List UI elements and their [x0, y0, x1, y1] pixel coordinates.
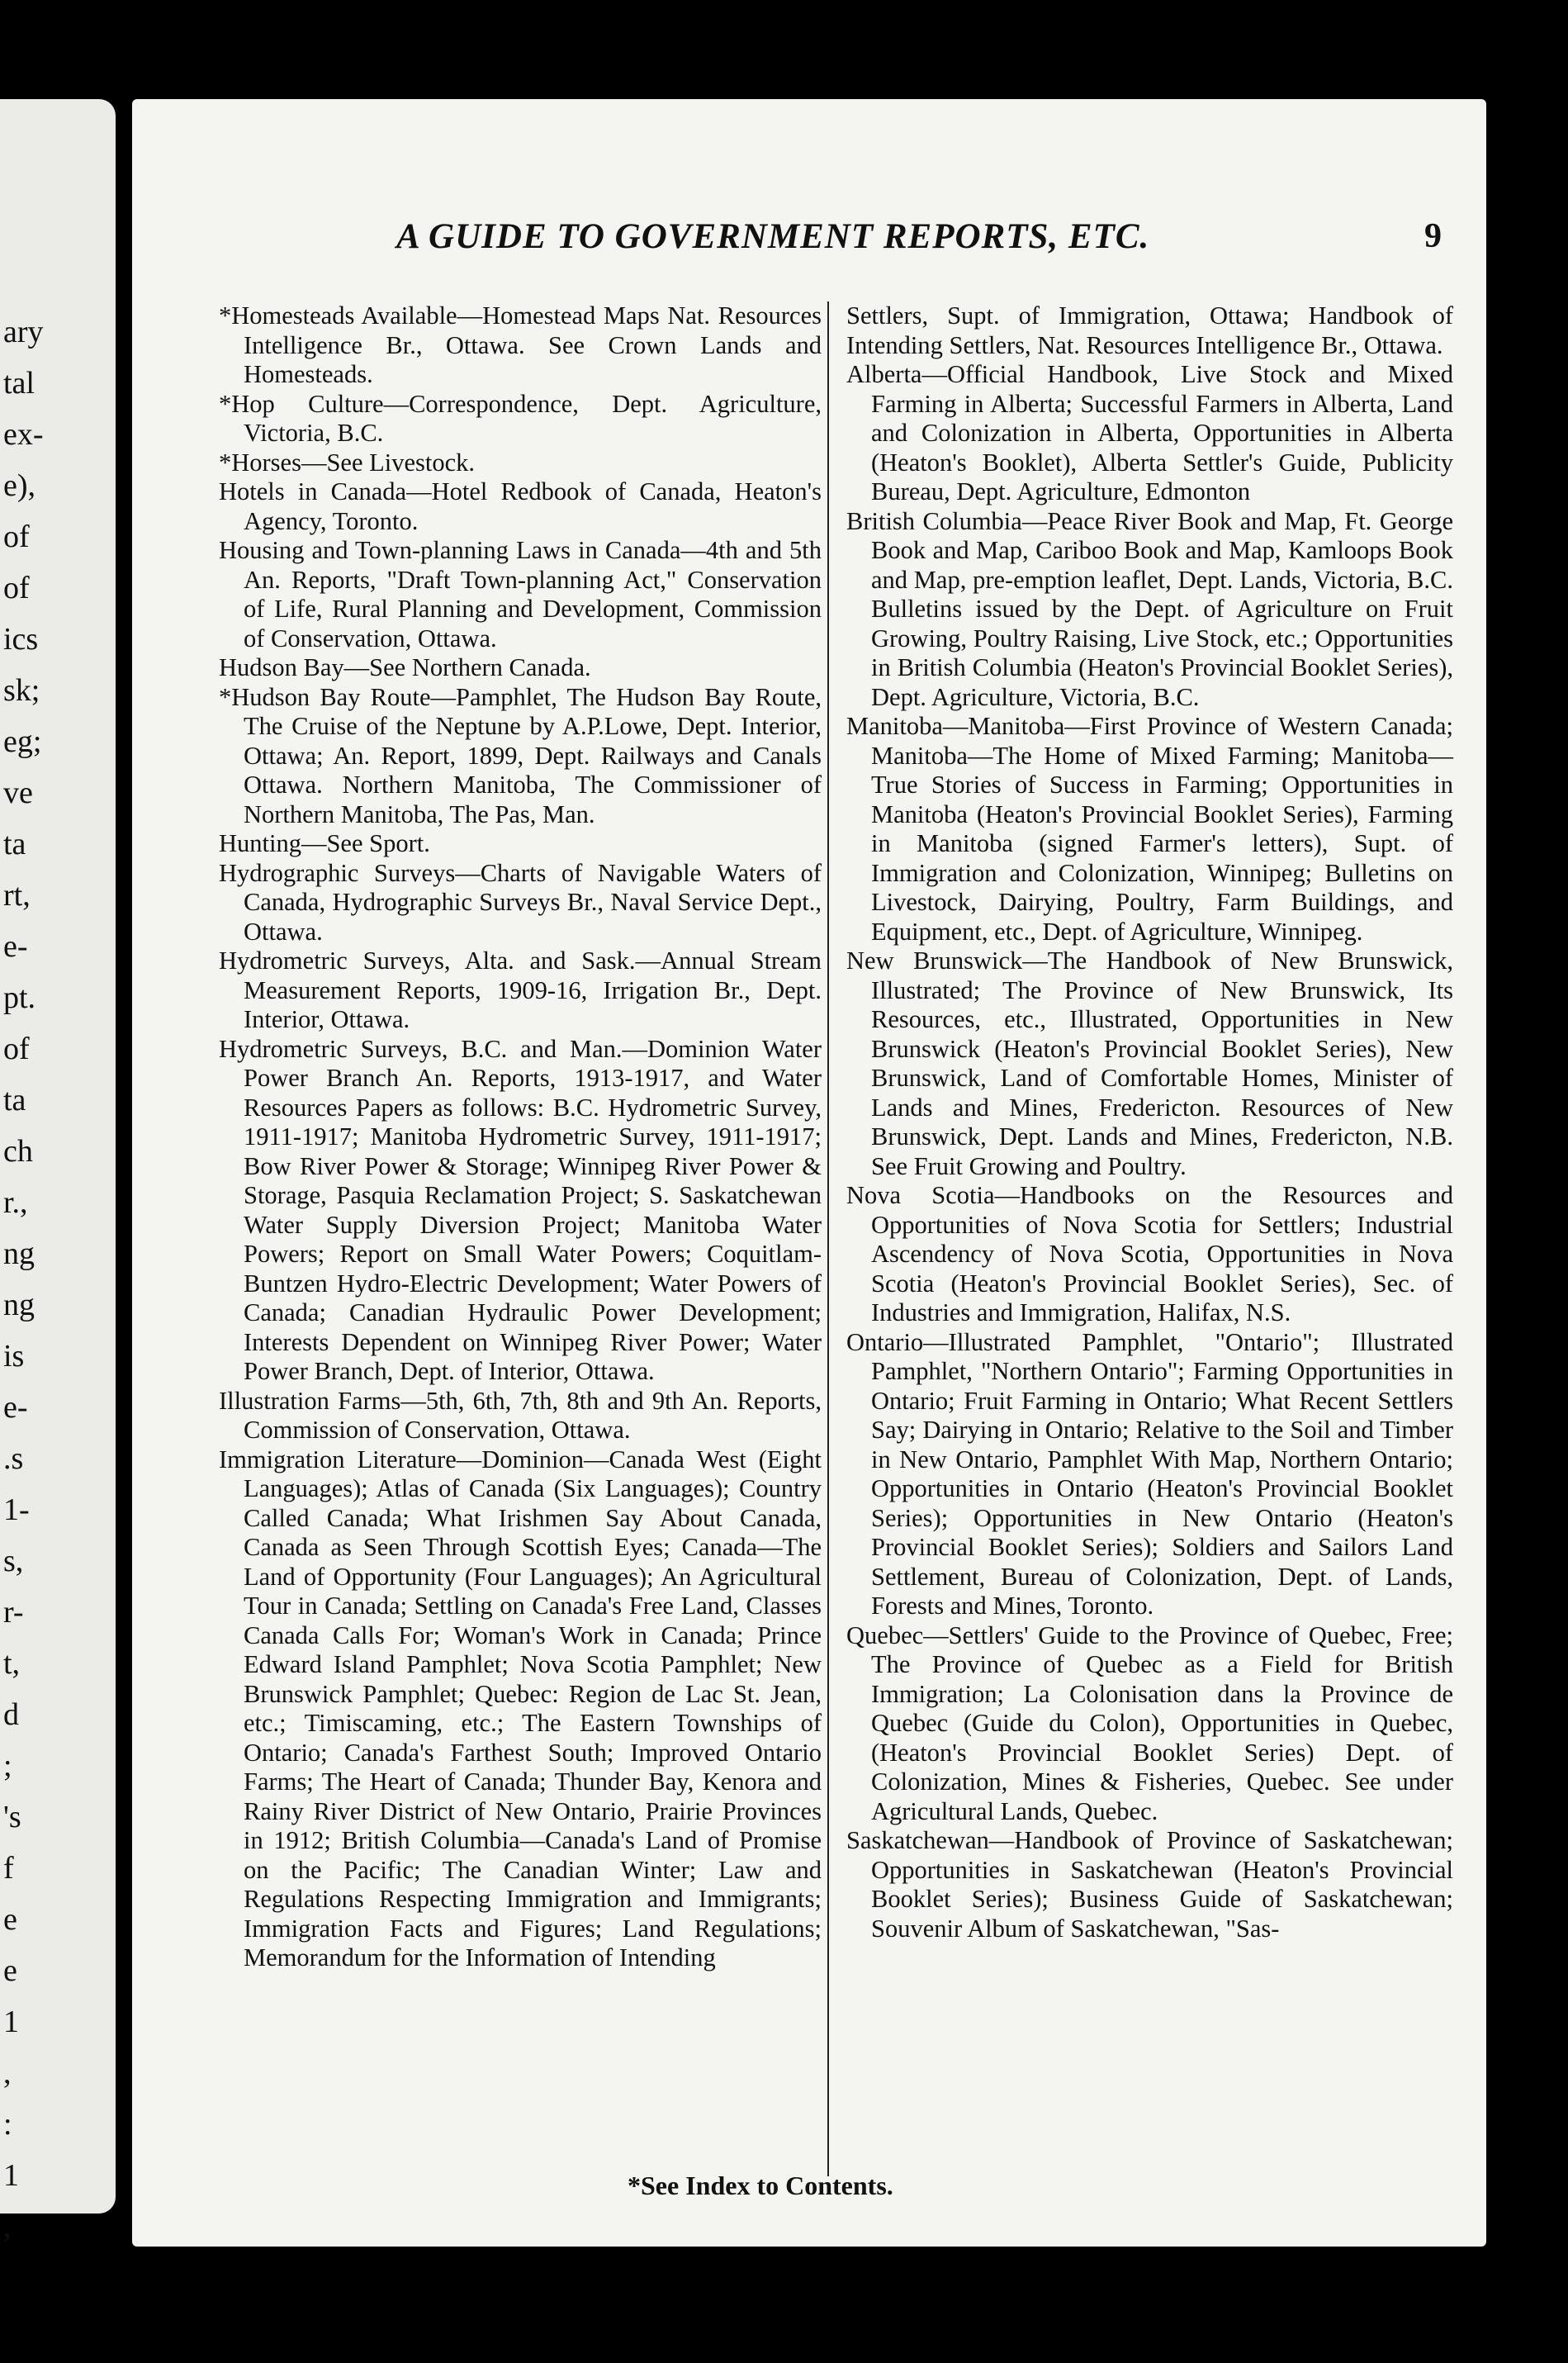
entry-hunting: Hunting—See Sport.	[219, 829, 430, 857]
margin-fragment: ,	[3, 2209, 12, 2244]
column-rule	[827, 301, 829, 2176]
margin-fragment: 1	[3, 2158, 19, 2193]
margin-fragment: r.,	[3, 1185, 28, 1220]
entry-hudson-bay: Hudson Bay—See Northern Canada.	[219, 653, 591, 681]
margin-fragment: e	[3, 1953, 17, 1988]
margin-fragment: sk;	[3, 673, 40, 708]
entry-illustration-farms: Illustration Farms—5th, 6th, 7th, 8th and 9th An. Reports, Commission of Conservation, Ottawa.	[219, 1386, 822, 1444]
entry-hydrographic: Hydrographic Surveys—Charts of Navigable Waters of Canada, Hydrographic Surveys Br., Naval Service Dept., Ottawa.	[219, 858, 822, 946]
entry-quebec: Quebec—Settlers' Guide to the Province of Quebec, Free; The Province of Quebec as a Field for British Immigration; La Colonisation dans la Province de Quebec (Guide du Colon), Opportunities in Quebec, (Heaton's Provincial Booklet Series) Dept. of Colonization, Mines & Fisheries, Quebec. See under Agricultural Lands, Quebec.	[846, 1620, 1453, 1825]
margin-fragment: rt,	[3, 878, 31, 913]
margin-fragment: ary	[3, 315, 44, 349]
margin-fragment: f	[3, 1851, 14, 1886]
margin-fragment: ,	[3, 2056, 12, 2090]
entry-hotels: Hotels in Canada—Hotel Redbook of Canada, Heaton's Agency, Toronto.	[219, 477, 822, 535]
margin-fragment: e),	[3, 468, 36, 503]
margin-fragment: d	[3, 1697, 19, 1732]
margin-fragment: ta	[3, 1083, 26, 1117]
margin-fragment: s,	[3, 1544, 24, 1578]
entry-nova-scotia: Nova Scotia—Handbooks on the Resources and Opportunities of Nova Scotia for Settlers; Industrial Ascendency of Nova Scotia, Opportunities in Nova Scotia (Heaton's Provincial Booklet Series), Sec. of Industries and Immigration, Halifax, N.S.	[846, 1181, 1453, 1326]
margin-fragment: 1	[3, 2005, 19, 2039]
entry-horses: *Horses—See Livestock.	[219, 448, 476, 477]
margin-fragment: ch	[3, 1134, 33, 1169]
margin-fragment: ng	[3, 1288, 35, 1322]
margin-fragment: ve	[3, 776, 33, 810]
margin-fragment: eg;	[3, 724, 42, 759]
margin-fragment: e-	[3, 929, 28, 964]
margin-fragment: r-	[3, 1595, 24, 1630]
running-title: A GUIDE TO GOVERNMENT REPORTS, ETC.	[396, 217, 1150, 256]
footer-note: *See Index to Contents.	[628, 2171, 893, 2200]
entry-immigration: Immigration Literature—Dominion—Canada West (Eight Languages); Atlas of Canada (Six Languages); Country Called Canada; What Irishmen Say About Canada, Canada as Seen Through Scottish Eyes; Canada—The Land of Opportunity (Four Languages); An Agricultural Tour in Canada; Settling on Canada's Free Land, Classes Canada Calls For; Woman's Work in Canada; Prince Edward Island Pamphlet; Nova Scotia Pamphlet; New Brunswick Pamphlet; Quebec: Region de Lac St. Jean, etc.; Timiscaming, etc.; The Eastern Townships of Ontario; Canada's Farthest South; Improved Ontario Farms; The Heart of Canada; Thunder Bay, Kenora and Rainy River District of New Ontario, Prairie Provinces in 1912; British Columbia—Canada's Land of Promise on the Pacific; The Canadian Winter; Law and Regulations Respecting Immigration and Immigrants; Immigration Facts and Figures; Land Regulations; Memorandum for the Information of Intending	[219, 1445, 822, 1972]
entry-settlers-cont: Settlers, Supt. of Immigration, Ottawa; Handbook of Intending Settlers, Nat. Resources Intelligence Br., Ottawa.	[846, 301, 1453, 359]
entry-hydrometric-bc: Hydrometric Surveys, B.C. and Man.—Dominion Water Power Branch An. Reports, 1913-1917, and Water Resources Papers as follows: B.C. Hydrometric Survey, 1911-1917; Manitoba Hydrometric Survey, 1911-1917; Bow River Power & Storage; Winnipeg River Power & Storage, Pasquia Reclamation Project; S. Saskatchewan Water Supply Diversion Project; Manitoba Water Powers; Report on Small Water Powers; Coquitlam-Buntzen Hydro-Electric Development; Water Powers of Canada; Canadian Hydraulic Power Development; Interests Dependent on Winnipeg River Power; Water Power Branch, Dept. of Interior, Ottawa.	[219, 1034, 822, 1385]
margin-fragment: .s	[3, 1441, 24, 1476]
entry-ontario: Ontario—Illustrated Pamphlet, "Ontario"; Illustrated Pamphlet, "Northern Ontario"; Farming Opportunities in Ontario; Fruit Farming in Ontario; What Recent Settlers Say; Dairying in Ontario; Relative to the Soil and Timber in New Ontario, Pamphlet With Map, Northern Ontario; Opportunities in Ontario (Heaton's Provincial Booklet Series); Opportunities in New Ontario (Heaton's Provincial Booklet Series); Soldiers and Sailors Land Settlement, Bureau of Colonization, Dept. of Lands, Forests and Mines, Toronto.	[846, 1327, 1453, 1620]
margin-fragment: pt.	[3, 980, 36, 1015]
entry-homesteads: *Homesteads Available—Homestead Maps Nat. Resources Intelligence Br., Ottawa. See Crown Lands and Homesteads.	[219, 301, 822, 388]
entry-hop-culture: *Hop Culture—Correspondence, Dept. Agriculture, Victoria, B.C.	[219, 389, 822, 447]
left-column	[219, 301, 822, 1973]
margin-fragment: ng	[3, 1236, 35, 1271]
margin-fragment: e-	[3, 1390, 28, 1425]
entry-hydrometric-alta: Hydrometric Surveys, Alta. and Sask.—Annual Stream Measurement Reports, 1909-16, Irrigation Br., Dept. Interior, Ottawa.	[219, 947, 822, 1033]
entry-manitoba: Manitoba—Manitoba—First Province of Western Canada; Manitoba—The Home of Mixed Farming; Manitoba—True Stories of Success in Farming; Opportunities in Manitoba (Heaton's Provincial Booklet Series), Farming in Manitoba (signed Farmer's letters), Supt. of Immigration and Colonization, Winnipeg; Bulletins on Livestock, Dairying, Poultry, Farm Buildings, and Equipment, etc., Dept. of Agriculture, Winnipeg.	[846, 712, 1453, 946]
entry-british-columbia: British Columbia—Peace River Book and Map, Ft. George Book and Map, Cariboo Book and Map, Kamloops Book and Map, pre-emption leaflet, Dept. Lands, Victoria, B.C. Bulletins issued by the Dept. of Agriculture on Fruit Growing, Poultry Raising, Live Stock, etc.; Opportunities in British Columbia (Heaton's Provincial Booklet Series), Dept. Agriculture, Victoria, B.C.	[846, 506, 1453, 711]
margin-fragment: is	[3, 1339, 25, 1374]
margin-fragment: of	[3, 1032, 30, 1066]
right-column	[846, 301, 1453, 1943]
entry-new-brunswick: New Brunswick—The Handbook of New Brunswick, Illustrated; The Province of New Brunswick, Its Resources, etc., Illustrated, Opportunities in New Brunswick (Heaton's Provincial Booklet Series), New Brunswick, Land of Comfortable Homes, Minister of Lands and Mines, Fredericton. Resources of New Brunswick, Dept. Lands and Mines, Fredericton, N.B. See Fruit Growing and Poultry.	[846, 947, 1453, 1180]
entry-alberta: Alberta—Official Handbook, Live Stock and Mixed Farming in Alberta; Successful Farmers in Alberta, Land and Colonization in Alberta, Opportunities in Alberta (Heaton's Booklet), Alberta Settler's Guide, Publicity Bureau, Dept. Agriculture, Edmonton	[846, 360, 1453, 505]
margin-fragment: of	[3, 571, 30, 605]
margin-fragment: tal	[3, 366, 35, 401]
margin-fragment: e	[3, 1902, 17, 1937]
margin-fragment: 's	[3, 1800, 21, 1834]
margin-fragment: ex-	[3, 417, 44, 452]
margin-fragment: ;	[3, 1749, 12, 1783]
margin-fragment: :	[3, 2107, 12, 2142]
entry-hudson-bay-route: *Hudson Bay Route—Pamphlet, The Hudson Bay Route, The Cruise of the Neptune by A.P.Lowe, Dept. Interior, Ottawa; An. Report, 1899, Dept. Railways and Canals Ottawa. Northern Manitoba, The Commissioner of Northern Manitoba, The Pas, Man.	[219, 682, 822, 828]
page-number: 9	[1424, 217, 1442, 255]
margin-fragment: of	[3, 520, 30, 554]
margin-fragment: 1-	[3, 1492, 30, 1527]
entry-saskatchewan: Saskatchewan—Handbook of Province of Saskatchewan; Opportunities in Saskatchewan (Heaton's Provincial Booklet Series); Business Guide of Saskatchewan; Souvenir Album of Saskatchewan, "Sas-	[846, 1826, 1453, 1943]
margin-fragment: ics	[3, 622, 39, 657]
margin-fragment: ta	[3, 827, 26, 861]
entry-housing: Housing and Town-planning Laws in Canada—4th and 5th An. Reports, "Draft Town-planning Act," Conservation of Life, Rural Planning and Development, Commission of Conservation, Ottawa.	[219, 536, 822, 652]
margin-fragment: t,	[3, 1646, 21, 1681]
facing-page-edge	[0, 99, 116, 2244]
